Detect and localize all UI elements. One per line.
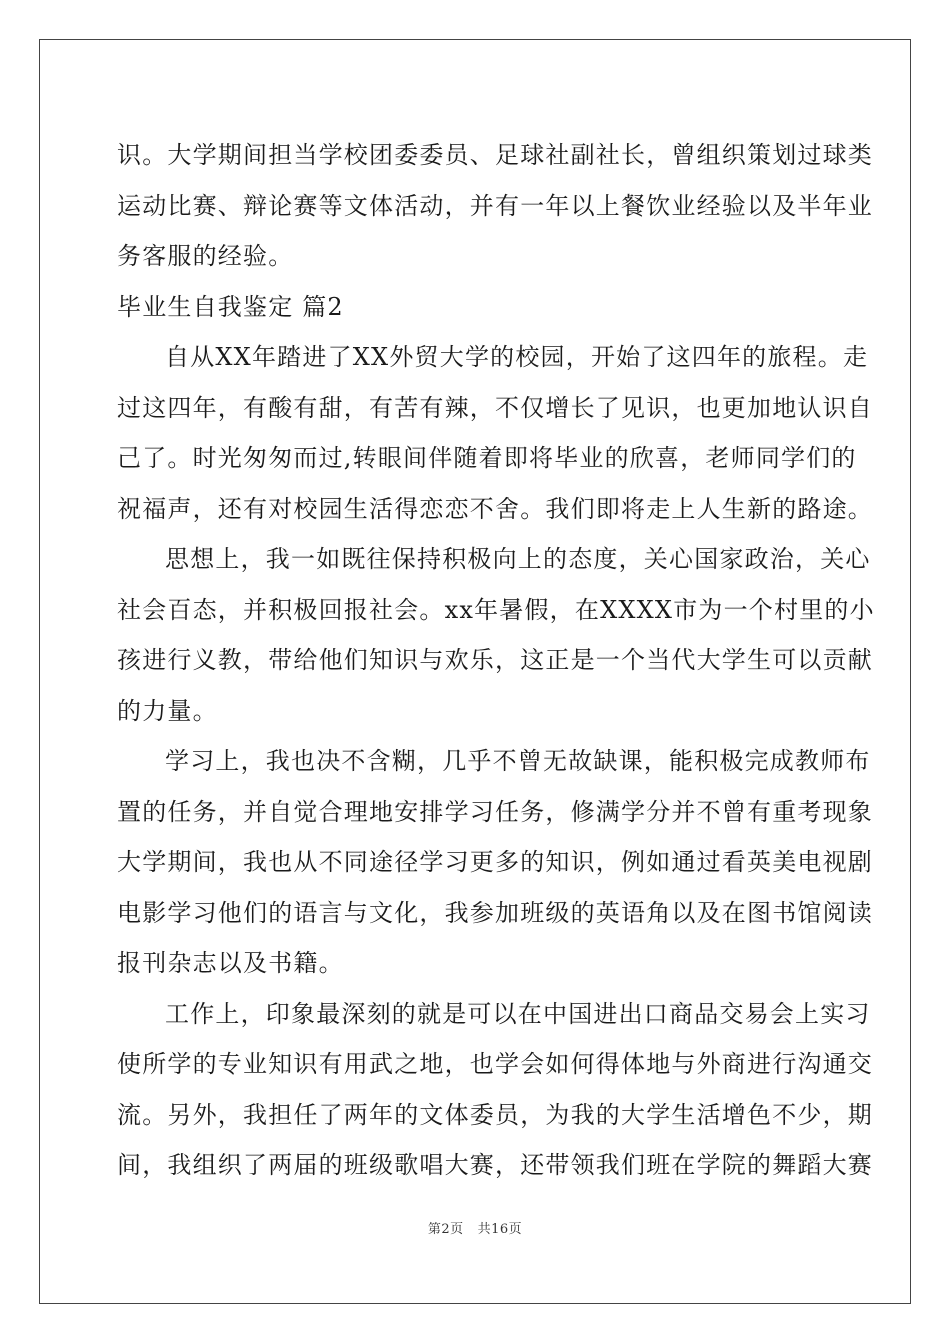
text-line: 流。另外，我担任了两年的文体委员，为我的大学生活增色不少，期 [117, 1100, 873, 1129]
page-number: 第2页 [427, 1222, 464, 1237]
text-line: 思想上，我一如既往保持积极向上的态度，关心国家政治，关心 [165, 545, 871, 573]
text-line: 间，我组织了两届的班级歌唱大赛，还带领我们班在学院的舞蹈大赛 [117, 1151, 873, 1179]
text-line: 学习上，我也决不含糊，几乎不曾无故缺课，能积极完成教师布 [165, 747, 871, 775]
document-body [117, 130, 875, 1191]
text-line: 电影学习他们的语言与文化，我参加班级的英语角以及在图书馆阅读 [117, 898, 873, 927]
text-line: 使所学的专业知识有用武之地，也学会如何得体地与外商进行沟通交 [117, 1050, 873, 1078]
text-line: 孩进行义教，带给他们知识与欢乐，这正是一个当代大学生可以贡献 [117, 646, 873, 674]
page-footer [0, 1218, 950, 1237]
text-line: 识。大学期间担当学校团委委员、足球社副社长，曾组织策划过球类 [117, 141, 873, 169]
section-heading: 毕业生自我鉴定 篇2 [117, 292, 344, 321]
text-line: 社会百态，并积极回报社会。xx年暑假，在XXXX市为一个村里的小 [117, 595, 875, 624]
text-line: 报刊杂志以及书籍。 [117, 949, 344, 977]
text-line: 务客服的经验。 [117, 242, 294, 270]
text-line: 工作上，印象最深刻的就是可以在中国进出口商品交易会上实习 [165, 999, 871, 1028]
text-line: 自从XX年踏进了XX外贸大学的校园，开始了这四年的旅程。走 [165, 343, 869, 371]
text-line: 的力量。 [117, 696, 218, 725]
text-line: 祝福声，还有对校园生活得恋恋不舍。我们即将走上人生新的路途。 [117, 494, 873, 523]
page-total: 共16页 [477, 1222, 523, 1237]
text-line: 运动比赛、辩论赛等文体活动，并有一年以上餐饮业经验以及半年业 [117, 191, 873, 220]
text-line: 置的任务，并自觉合理地安排学习任务，修满学分并不曾有重考现象 [117, 797, 873, 826]
text-line: 过这四年，有酸有甜，有苦有辣，不仅增长了见识，也更加地认识自 [117, 393, 873, 422]
text-line: 大学期间，我也从不同途径学习更多的知识，例如通过看英美电视剧 [117, 848, 873, 876]
text-line: 己了。时光匆匆而过,转眼间伴随着即将毕业的欣喜，老师同学们的 [117, 444, 857, 472]
